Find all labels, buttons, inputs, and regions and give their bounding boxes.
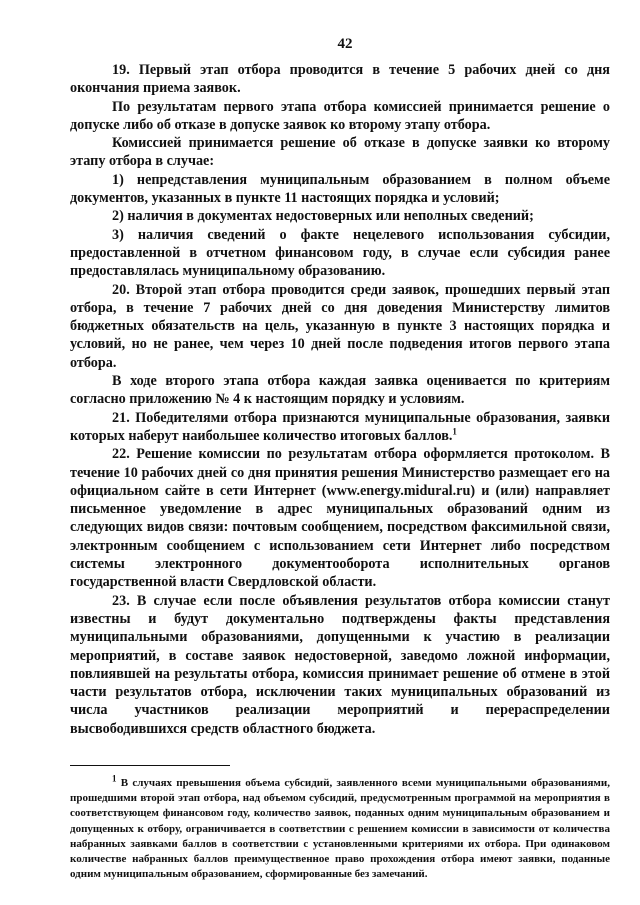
document-body [70,61,610,738]
footnote-separator [70,765,230,766]
paragraph-refusal-1: 1) непредставления муниципальным образованием в полном объеме документов, указанных в пункте 11 настоящих порядка и условий; [70,171,610,207]
paragraph-23: 23. В случае если после объявления результатов отбора комиссии станут известны и будут документально подтверждены факты представления муниципальными образованиями, допущенными к участию в реализации мероприятий, в составе заявок недостоверной, заведомо ложной информации, повлиявшей на результаты отбора, комиссия принимает решение об отмене в этой части результатов отбора, исключении таких муниципальных образований из числа участников реализации мероприятий и перераспределении высвободившихся средств областного бюджета. [70,592,610,737]
paragraph-refusal-3: 3) наличия сведений о факте нецелевого использования субсидии, предоставленной в отчетном финансовом году, в случае если субсидия ранее предоставлялась муниципальному образованию. [70,226,610,280]
page-number: 42 [337,36,353,52]
paragraph-refusal-intro: Комиссией принимается решение об отказе в допуске заявки ко второму этапу отбора в случае: [70,135,610,170]
footnote-1 [70,773,610,882]
paragraph-21-text: 21. Победителями отбора признаются муниципальные образования, заявки которых наберут наибольшее количество итоговых баллов. [70,409,610,444]
footnote-mark: 1 [112,773,117,784]
paragraph-22: 22. Решение комиссии по результатам отбора оформляется протоколом. В течение 10 рабочих дней со дня принятия решения Министерство размещает его на официальном сайте в сети Интернет (www.energy.midural.ru) и (или) направляет письменное уведомление в адрес муниципальных образований одним из следующих видов связи: почтовым сообщением, посредством факсимильной связи, электронным сообщением с использованием сети Интернет либо посредством системы электронного документооборота исполнительных органов государственной власти Свердловской области. [70,446,610,591]
footnote-reference: 1 [452,426,457,437]
paragraph-first-stage-result: По результатам первого этапа отбора комиссией принимается решение о допуске либо об отказе в допуске заявок ко второму этапу отбора. [70,98,610,133]
footnote [70,773,610,882]
paragraph-20: 20. Второй этап отбора проводится среди заявок, прошедших первый этап отбора, в течение 7 рабочих дней со дня доведения Министерству лимитов бюджетных обязательств на цель, указанную в пункте 3 настоящих порядка и условий, но не ранее, чем через 10 дней после подведения итогов первого этапа отбора. [70,281,610,371]
paragraph-21 [70,409,610,446]
footnote-text: В случаях превышения объема субсидий, заявленного всеми муниципальными образованиями, прошедшими второй этап отбора, над объемом субсидий, предусмотренным программой на мероприятия в соответствующем финансовом году, количество заявок, поданных одним муниципальным образованием и допущенных к отбору, ограничивается в соответствии с решением комиссии в зависимости от количества набранных заявками баллов в соответствии с установленными критериями их отбора. При одинаковом количестве набранных баллов преимущественное право прохождения отбора имеют заявки, поданные одним муниципальным образованием, сформированные без замечаний. [70,776,610,881]
paragraph-second-stage-criteria: В ходе второго этапа отбора каждая заявка оценивается по критериям согласно приложению № 4 к настоящим порядку и условиям. [70,373,610,408]
paragraph-refusal-2: 2) наличия в документах недостоверных или неполных сведений; [112,208,534,225]
paragraph-19: 19. Первый этап отбора проводится в течение 5 рабочих дней со дня окончания приема заявок. [70,62,610,97]
